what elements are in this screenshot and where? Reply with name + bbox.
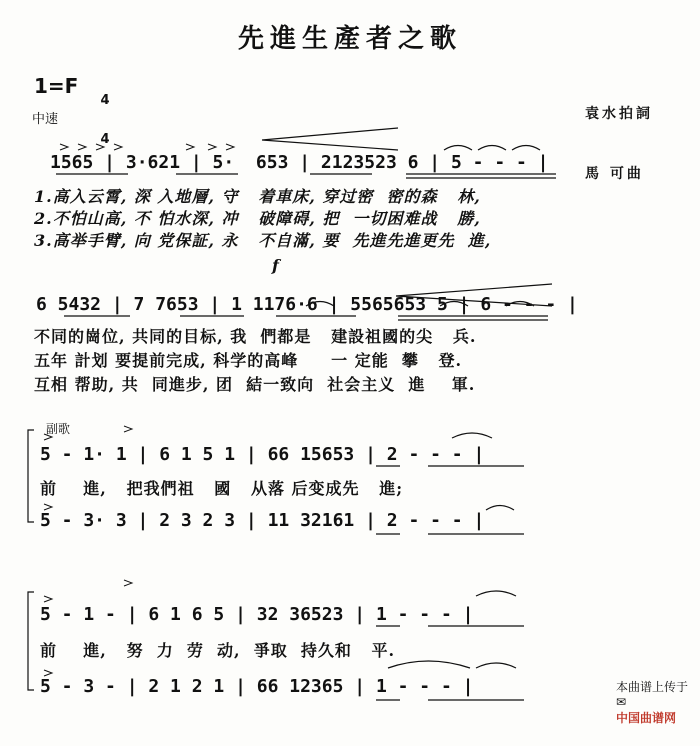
site-logo-icon: ✉: [615, 695, 627, 709]
system4-upper-notes: 5 - 1 - | 6 1 6 5 | 32 36523 | 1 - - - |: [40, 604, 474, 625]
system2-notes: 6 5432 | 7 7653 | 1 1176·6 | 5565653 5 | 6 - - - |: [36, 294, 578, 315]
time-signature-bottom: 4: [100, 132, 110, 147]
chorus-label: 副歌: [46, 422, 71, 436]
credits: [585, 64, 653, 224]
key-signature: 1=F: [34, 74, 79, 98]
footer-text: 本曲谱上传于: [615, 680, 688, 694]
composer: 馬 可曲: [585, 166, 644, 182]
time-signature-top: 4: [100, 93, 110, 108]
footer-site[interactable]: 中国曲谱网: [615, 711, 676, 725]
tempo-marking: 中速: [32, 112, 59, 127]
system4-lower-notes: 5 - 3 - | 2 1 2 1 | 66 12365 | 1 - - - |: [40, 676, 474, 697]
system4-lyric: 前 進, 努 力 劳 动, 爭取 持久和 平.: [40, 641, 396, 660]
system2-lyric-3: 互相 帮助, 共 同進步, 团 結一致向 社会主义 進 軍.: [34, 375, 476, 394]
system1-lyric-3: 3.高举手臂, 向 党保証, 永 不自滿, 要 先進先進更先 進,: [34, 231, 492, 250]
system1-lyric-2: 2.不怕山高, 不 怕水深, 冲 破障碍, 把 一切困难战 勝,: [34, 209, 481, 228]
system2-lyric-2: 五年 計划 要提前完成, 科学的高峰 一 定能 攀 登.: [34, 351, 463, 370]
system1-lyric-1: 1.高入云霄, 深 入地層, 守 着車床, 穿过密 密的森 林,: [34, 187, 481, 206]
system3-upper-notes: 5 - 1· 1 | 6 1 5 1 | 66 15653 | 2 - - - |: [40, 444, 485, 465]
system3-lower-notes: 5 - 3· 3 | 2 3 2 3 | 11 32161 | 2 - - - |: [40, 510, 485, 531]
dynamic-forte: f: [272, 256, 279, 275]
system2-lyric-1: 不同的崗位, 共同的目标, 我 們都是 建設祖國的尖 兵.: [34, 327, 477, 346]
lyricist: 袁水拍詞: [585, 106, 653, 122]
footer-watermark: [601, 664, 688, 740]
song-title: 先進生產者之歌: [237, 24, 462, 54]
system1-notes: 1565 | 3·621 | 5· 653 | 2123523 6 | 5 - - - |: [50, 152, 549, 173]
system3-lyric: 前 進, 把我們祖 國 从落 后变成先 進;: [40, 479, 404, 498]
